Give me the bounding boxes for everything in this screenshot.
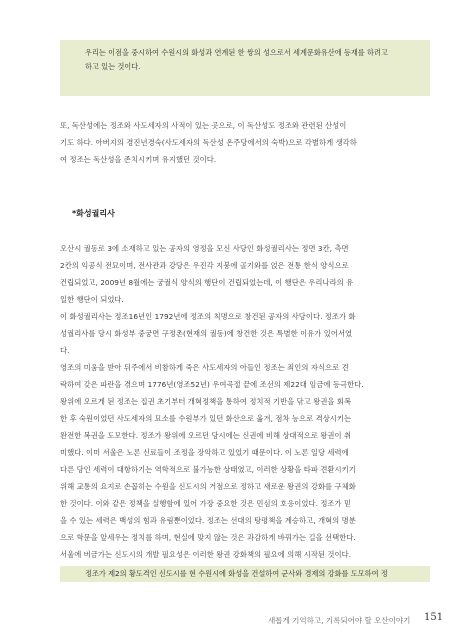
running-footer: 새롭게 기억하고, 기록되어야 할 오산이야기 [268, 616, 411, 625]
page-number: 151 [424, 612, 444, 623]
paragraph-line: 완전한 복권을 도모한다. 정조가 왕위에 오르던 당시에는 신권에 비해 상대적으로 왕권이 취 [60, 431, 352, 440]
paragraph-line: 건립되었고, 2009년 8월에는 궁궐식 양식의 행단이 건립되었는데, 이 행단은 우리나라의 유 [60, 278, 354, 287]
paragraph-line: 이 화성궐리사는 정조16년인 1792년에 정조의 칙명으로 창건된 공자의 사당이다. 정조가 화 [60, 312, 356, 321]
paragraph-line: 서울에 버금가는 신도시의 개발 필요성은 이러한 왕권 강화책의 필요에 의해 시작된 것이다. [60, 550, 352, 559]
section-heading: *화성궐리사 [72, 209, 115, 218]
paragraph-line: 영조의 미움을 받아 뒤주에서 비참하게 죽은 사도세자의 아들인 정조는 죄인의 자식으로 견 [60, 363, 349, 372]
paragraph-line: 기도 하다. 아버지의 경진년경숙(사도세자의 독산성 온주당에서의 숙박)으로 각별하게 생각하 [60, 138, 357, 147]
bottom-callout-text: 정조가 제2의 황도격인 신도시를 현 수원시에 화성을 건설하여 군사와 경제의 강화를 도모하여 정 [85, 569, 388, 578]
paragraph-line: 왕위에 오르게 된 정조는 집권 초기부터 개혁정책을 통하여 정치적 기반을 닦고 왕권을 회복 [60, 397, 352, 406]
paragraph-line: 락하여 갖은 파란을 겪으며 1776년(영조52년) 우여곡절 끝에 조선의 제22대 임금에 등극한다. [60, 380, 364, 389]
paragraph-line: 한 것이다. 이와 같은 정책을 실행함에 있어 가장 중요한 것은 민심의 호응이었다. 정조가 믿 [60, 499, 352, 508]
paragraph-line: 다른 당인 세력이 대항하기는 역학적으로 불가능한 상태였고, 이러한 상황을 타파 견환시키기 [60, 465, 356, 474]
paragraph-line: 한 후 숙원이었던 사도세자의 묘소를 수원부가 있던 화산으로 옮겨, 점차 능으로 격상시키는 [60, 414, 352, 423]
paragraph-line: 다. [60, 346, 70, 355]
callout-line: 하고 있는 것이다. [85, 62, 141, 71]
paragraph-line: 여 정조는 독산성을 존치시키며 유지했던 것이다. [60, 155, 217, 164]
paragraph-line: 일한 행단이 되었다. [60, 295, 124, 304]
paragraph-line: 미했다. 이미 서울은 노론 신료들이 조정을 장악하고 있었기 때문이다. 이 노론 일당 세력에 [60, 448, 349, 457]
paragraph-line: 오산시 궐동로 3에 소재하고 있는 공자의 영정을 모신 사당인 화성궐리사는 정면 3칸, 측면 [60, 244, 349, 253]
paragraph-line: 으로 학문을 앞세우는 정치를 하며, 현실에 맞지 않는 것은 과감하게 바꿔가는 길을 선택한다. [60, 533, 356, 542]
paragraph-line: 2칸의 익공식 전묘이며, 전사관과 강당은 우진각 지붕에 골기와를 얹은 전통 한식 양식으로 [60, 261, 349, 270]
paragraph-line: 성궐리사를 당시 화성부 중궁면 구정촌(현재의 궐동)에 창건한 것은 특별한 이유가 있어서였 [60, 329, 353, 338]
callout-line: 우리는 이점을 중시하여 수원시의 화성과 연계된 한 쌍의 성으로서 세계문화유산에 등재를 하려고 [85, 48, 388, 57]
paragraph-line: 위해 교통의 요지로 손꼽히는 수원을 신도시의 거점으로 정하고 새로운 왕권의 강화를 구체화 [60, 482, 356, 491]
paragraph-line: 또, 독산성에는 정조와 사도세자의 사적이 있는 곳으로, 이 독산성도 정조와 관련된 산성이 [60, 121, 347, 130]
paragraph-line: 을 수 있는 세력은 백성의 힘과 유림뿐이었다. 정조는 선대의 탕평책을 계승하고, 개혁의 명분 [60, 516, 356, 525]
